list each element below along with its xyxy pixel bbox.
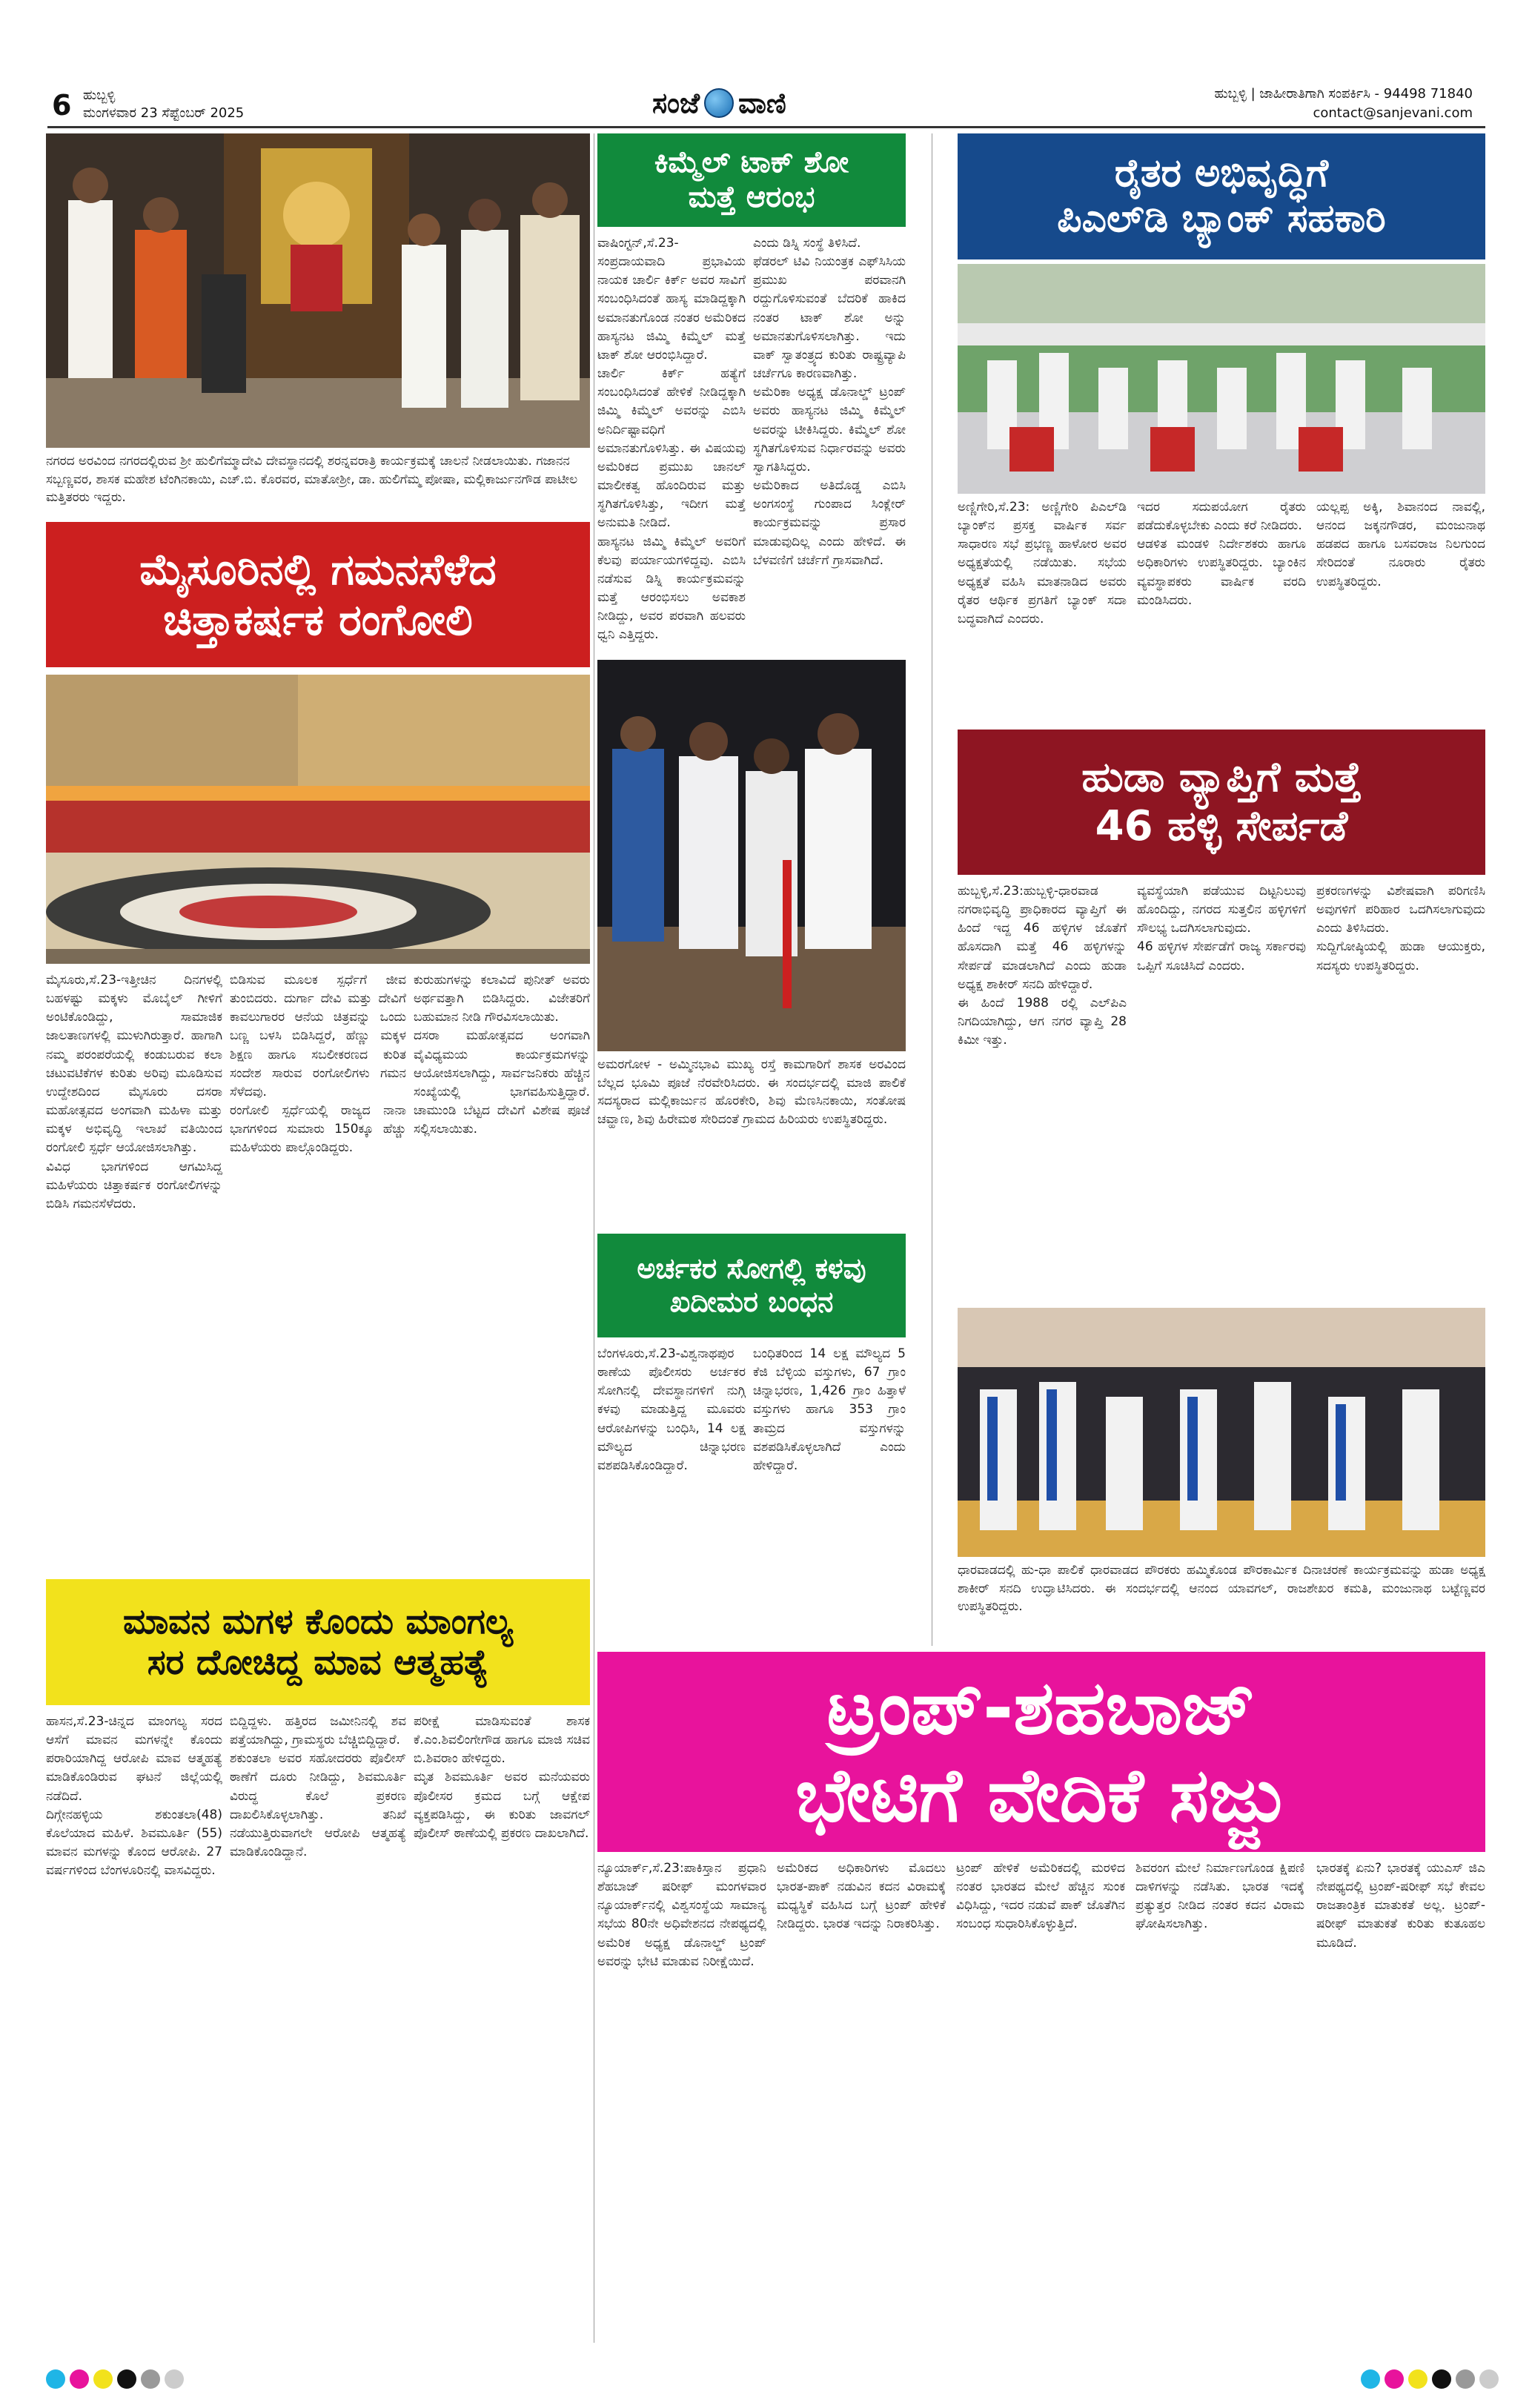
logo-right: ವಾಣಿ bbox=[738, 86, 786, 119]
suicide-col3: ಪರೀಕ್ಷೆ ಮಾಡಿಸುವಂತೆ ಶಾಸಕ ಕೆ.ಎಂ.ಶಿವಲಿಂಗೇಗೌಡ ಹಾಗೂ ಮಾಜಿ ಸಚಿವ ಬಿ.ಶಿವರಾಂ ಹೇಳಿದ್ದರು. ಮೃತ ಶಿವಮೂರ್ತಿ ಅವರ ಮನೆಯವರು ಪೊಲೀಸರ ಕ್ರಮದ ಬಗ್ಗೆ ಆಕ್ಷೇಪ ವ್ಯಕ್ತಪಡಿಸಿದ್ದು, ಈ ಕುರಿತು ಜಾವಗಲ್ ಪೊಲೀಸ್ ಠಾಣೆಯಲ್ಲಿ ಪ್ರಕರಣ ದಾಖಲಾಗಿದೆ. bbox=[414, 1714, 590, 1841]
masthead-rule bbox=[47, 126, 1485, 128]
print-dot bbox=[1432, 2369, 1451, 2389]
trump-col1: ನ್ಯೂಯಾರ್ಕ್,ಸೆ.23:ಪಾಕಿಸ್ತಾನ ಪ್ರಧಾನಿ ಶೆಹಬಾಜ್ ಷರೀಫ್ ಮಂಗಳವಾರ ನ್ಯೂಯಾರ್ಕ್‌ನಲ್ಲಿ ವಿಶ್ವಸಂಸ್ಥೆಯ ಸಾಮಾನ್ಯ ಸಭೆಯ 80ನೇ ಅಧಿವೇಶನದ ನೇಪಥ್ಯದಲ್ಲಿ ಅಮೆರಿಕ ಅಧ್ಯಕ್ಷ ಡೊನಾಲ್ಡ್ ಟ್ರಂಪ್ ಅವರನ್ನು ಭೇಟಿ ಮಾಡುವ ನಿರೀಕ್ಷೆಯಿದೆ. bbox=[597, 1861, 766, 1969]
archaka-col2: ಬಂಧಿತರಿಂದ 14 ಲಕ್ಷ ಮೌಲ್ಯದ 5 ಕೆಜಿ ಬೆಳ್ಳಿಯ ವಸ್ತುಗಳು, 67 ಗ್ರಾಂ ಚಿನ್ನಾಭರಣ, 1,426 ಗ್ರಾಂ ಹಿತ್ತಾಳೆ ವಸ್ತುಗಳು ಹಾಗೂ 353 ಗ್ರಾಂ ತಾಮ್ರದ ವಸ್ತುಗಳನ್ನು ವಶಪಡಿಸಿಕೊಳ್ಳಲಾಗಿದೆ ಎಂದು ಹೇಳಿದ್ದಾರೆ. bbox=[753, 1346, 906, 1473]
archaka-col1: ಬೆಂಗಳೂರು,ಸೆ.23-ವಿಶ್ವನಾಥಪುರ ಠಾಣೆಯ ಪೊಲೀಸರು ಅರ್ಚಕರ ಸೋಗಿನಲ್ಲಿ ದೇವಸ್ಥಾನಗಳಿಗೆ ನುಗ್ಗಿ ಕಳವು ಮಾಡುತ್ತಿದ್ದ ಮೂವರು ಆರೋಪಿಗಳನ್ನು ಬಂಧಿಸಿ, 14 ಲಕ್ಷ ಮೌಲ್ಯದ ಚಿನ್ನಾಭರಣ ವಶಪಡಿಸಿಕೊಂಡಿದ್ದಾರೆ. bbox=[597, 1346, 746, 1473]
trump-col2: ಅಮೆರಿಕದ ಅಧಿಕಾರಿಗಳು ಮೊದಲು ಭಾರತ-ಪಾಕ್ ನಡುವಿನ ಕದನ ವಿರಾಮಕ್ಕೆ ಮಧ್ಯಸ್ಥಿಕೆ ವಹಿಸಿದ ಬಗ್ಗೆ ಟ್ರಂಪ್ ಹೇಳಿಕೆ ನೀಡಿದ್ದರು. ಭಾರತ ಇದನ್ನು ನಿರಾಕರಿಸಿತ್ತು. bbox=[777, 1861, 946, 1932]
page-number: 6 bbox=[52, 89, 72, 122]
globe-icon bbox=[704, 88, 734, 118]
rangoli-photo bbox=[46, 675, 590, 964]
mysore-headline: ಮೈಸೂರಿನಲ್ಲಿ ಗಮನಸೆಳೆದ ಚಿತ್ತಾಕರ್ಷಕ ರಂಗೋಲಿ bbox=[46, 522, 590, 667]
road-work-caption: ಅಮರಗೋಳ - ಅಮ್ಮಿನಭಾವಿ ಮುಖ್ಯ ರಸ್ತೆ ಕಾಮಗಾರಿಗೆ ಶಾಸಕ ಅರವಿಂದ ಬೆಲ್ಲದ ಭೂಮಿ ಪೂಜೆ ನೆರವೇರಿಸಿದರು. ಈ ಸಂದರ್ಭದಲ್ಲಿ ಮಾಜಿ ಪಾಲಿಕೆ ಸದಸ್ಯರಾದ ಮಲ್ಲಿಕಾರ್ಜುನ ಹೊರಕೇರಿ, ಶಿವು ಮೆಣಸಿನಕಾಯಿ, ಸಂತೋಷ ಚವ್ಹಾಣ, ಶಿವು ಹಿರೇಮಠ ಸೇರಿದಂತೆ ಗ್ರಾಮದ ಹಿರಿಯರು ಉಪಸ್ಥಿತರಿದ್ದರು. bbox=[597, 1057, 906, 1127]
pourakarmika-photo bbox=[958, 1308, 1485, 1557]
huda-col1: ಹುಬ್ಬಳ್ಳಿ,ಸೆ.23:ಹುಬ್ಬಳ್ಳಿ-ಧಾರವಾಡ ನಗರಾಭಿವೃದ್ಧಿ ಪ್ರಾಧಿಕಾರದ ವ್ಯಾಪ್ತಿಗೆ ಈ ಹಿಂದೆ ಇದ್ದ 46 ಹಳ್ಳಿಗಳ ಜೊತೆಗೆ ಹೊಸದಾಗಿ ಮತ್ತೆ 46 ಹಳ್ಳಿಗಳನ್ನು ಸೇರ್ಪಡೆ ಮಾಡಲಾಗಿದೆ ಎಂದು ಹುಡಾ ಅಧ್ಯಕ್ಷ ಶಾಕೀರ್ ಸನದಿ ಹೇಳಿದ್ದಾರೆ. ಈ ಹಿಂದೆ 1988 ರಲ್ಲಿ ಎಲ್‌ಪಿಎ ನಿಗದಿಯಾಗಿದ್ದು, ಆಗ ನಗರ ವ್ಯಾಪ್ತಿ 28 ಕಿಮೀ ಇತ್ತು. bbox=[958, 884, 1127, 1048]
print-dot bbox=[1385, 2369, 1404, 2389]
temple-photo bbox=[46, 133, 590, 448]
logo-left: ಸಂಜೆ bbox=[652, 86, 700, 119]
masthead bbox=[0, 0, 1532, 130]
mysore-col3: ಕುರುಹುಗಳನ್ನು ಕಲಾವಿದೆ ಪುನೀತ್ ಅವರು ಅರ್ಥವತ್ತಾಗಿ ಬಿಡಿಸಿದ್ದರು. ವಿಜೇತರಿಗೆ ಬಹುಮಾನ ನೀಡಿ ಗೌರವಿಸಲಾಯಿತು. ದಸರಾ ಮಹೋತ್ಸವದ ಅಂಗವಾಗಿ ವೈವಿಧ್ಯಮಯ ಕಾರ್ಯಕ್ರಮಗಳನ್ನು ಆಯೋಜಿಸಲಾಗಿದ್ದು, ಸಾರ್ವಜನಿಕರು ಹೆಚ್ಚಿನ ಸಂಖ್ಯೆಯಲ್ಲಿ ಭಾಗವಹಿಸುತ್ತಿದ್ದಾರೆ. ಚಾಮುಂಡಿ ಬೆಟ್ಟದ ದೇವಿಗೆ ವಿಶೇಷ ಪೂಜೆ ಸಲ್ಲಿಸಲಾಯಿತು. bbox=[414, 973, 590, 1137]
huda-col3: ಪ್ರಕರಣಗಳನ್ನು ವಿಶೇಷವಾಗಿ ಪರಿಗಣಿಸಿ ಅವುಗಳಿಗೆ ಪರಿಹಾರ ಒದಗಿಸಲಾಗುವುದು ಎಂದು ತಿಳಿಸಿದರು. ಸುದ್ದಿಗೋಷ್ಠಿಯಲ್ಲಿ ಹುಡಾ ಆಯುಕ್ತರು, ಸದಸ್ಯರು ಉಪಸ್ಥಿತರಿದ್ದರು. bbox=[1316, 884, 1485, 973]
print-dot bbox=[1361, 2369, 1380, 2389]
trump-col3: ಟ್ರಂಪ್ ಹೇಳಿಕೆ ಅಮೆರಿಕದಲ್ಲಿ ಮರಳಿದ ನಂತರ ಭಾರತದ ಮೇಲೆ ಹೆಚ್ಚಿನ ಸುಂಕ ವಿಧಿಸಿದ್ದು, ಇದರ ನಡುವೆ ಪಾಕ್ ಜೊತೆಗಿನ ಸಂಬಂಧ ಸುಧಾರಿಸಿಕೊಳ್ಳುತ್ತಿದೆ. bbox=[956, 1861, 1125, 1932]
suicide-col2: ಬಿದ್ದಿದ್ದಳು. ಹತ್ತಿರದ ಜಮೀನಿನಲ್ಲಿ ಶವ ಪತ್ತೆಯಾಗಿದ್ದು, ಗ್ರಾಮಸ್ಥರು ಬೆಚ್ಚಿಬಿದ್ದಿದ್ದಾರೆ. ಶಕುಂತಲಾ ಅವರ ಸಹೋದರರು ಪೊಲೀಸ್ ಠಾಣೆಗೆ ದೂರು ನೀಡಿದ್ದು, ಶಿವಮೂರ್ತಿ ವಿರುದ್ಧ ಕೊಲೆ ಪ್ರಕರಣ ದಾಖಲಿಸಿಕೊಳ್ಳಲಾಗಿತ್ತು. ತನಿಖೆ ನಡೆಯುತ್ತಿರುವಾಗಲೇ ಆರೋಪಿ ಆತ್ಮಹತ್ಯೆ ಮಾಡಿಕೊಂಡಿದ್ದಾನೆ. bbox=[230, 1714, 406, 1860]
farmers-meeting-photo bbox=[958, 264, 1485, 494]
kimmel-headline: ಕಿಮ್ಮೆಲ್ ಟಾಕ್ ಶೋ ಮತ್ತೆ ಆರಂಭ bbox=[597, 133, 906, 227]
print-dot bbox=[141, 2369, 160, 2389]
huda-headline: ಹುಡಾ ವ್ಯಾಪ್ತಿಗೆ ಮತ್ತೆ 46 ಹಳ್ಳಿ ಸೇರ್ಪಡೆ bbox=[958, 730, 1485, 875]
print-dot bbox=[1408, 2369, 1427, 2389]
archaka-headline: ಅರ್ಚಕರ ಸೋಗಲ್ಲಿ ಕಳವು ಖದೀಮರ ಬಂಧನ bbox=[597, 1234, 906, 1337]
temple-caption: ನಗರದ ಅರವಿಂದ ನಗರದಲ್ಲಿರುವ ಶ್ರೀ ಹುಲಿಗೆಮ್ಮಾದೇವಿ ದೇವಸ್ಥಾನದಲ್ಲಿ ಶರನ್ನವರಾತ್ರಿ ಕಾರ್ಯಕ್ರಮಕ್ಕೆ ಚಾಲನೆ ನೀಡಲಾಯಿತು. ಗಜಾನನ ಸಬ್ಬಣ್ಣವರ, ಶಾಸಕ ಮಹೇಶ ಟೆಂಗಿನಕಾಯಿ, ಎಚ್.ಬಿ. ಕೊರವರ, ಮಾತೋಶ್ರೀ, ಡಾ. ಹುಲಿಗೆಮ್ಮ ಪೋಷಾ, ಮಲ್ಲಿಕಾರ್ಜುನಗೌಡ ಪಾಟೀಲ ಮತ್ತಿತರರು ಇದ್ದರು. bbox=[46, 454, 578, 506]
issue-date: ಮಂಗಳವಾರ 23 ಸೆಪ್ಟೆಂಬರ್ 2025 bbox=[83, 105, 245, 121]
logo bbox=[652, 86, 786, 120]
farmers-col1: ಅಣ್ಣಿಗೇರಿ,ಸೆ.23: ಅಣ್ಣಿಗೇರಿ ಪಿಎಲ್‌ಡಿ ಬ್ಯಾಂಕ್‌ನ ಪ್ರಸಕ್ತ ವಾರ್ಷಿಕ ಸರ್ವ ಸಾಧಾರಣ ಸಭೆ ಪ್ರಭಣ್ಣ ಹಾಳೋರ ಅವರ ಅಧ್ಯಕ್ಷತೆಯಲ್ಲಿ ನಡೆಯಿತು. ಸಭೆಯ ಅಧ್ಯಕ್ಷತೆ ವಹಿಸಿ ಮಾತನಾಡಿದ ಅವರು ರೈತರ ಆರ್ಥಿಕ ಪ್ರಗತಿಗೆ ಬ್ಯಾಂಕ್ ಸದಾ ಬದ್ಧವಾಗಿದೆ ಎಂದರು. bbox=[958, 500, 1127, 626]
farmers-headline: ರೈತರ ಅಭಿವೃದ್ಧಿಗೆ ಪಿಎಲ್‌ಡಿ ಬ್ಯಾಂಕ್ ಸಹಕಾರಿ bbox=[958, 133, 1485, 259]
trump-col4: ಶಿವರಂಗ ಮೇಲೆ ನಿರ್ಮಾಣಗೊಂಡ ಕ್ಷಿಪಣಿ ದಾಳಿಗಳನ್ನು ನಡೆಸಿತು. ಭಾರತ ಇದಕ್ಕೆ ಪ್ರತ್ಯುತ್ತರ ನೀಡಿದ ನಂತರ ಕದನ ವಿರಾಮ ಘೋಷಿಸಲಾಗಿತ್ತು. bbox=[1135, 1861, 1304, 1932]
print-dot bbox=[70, 2369, 89, 2389]
trump-col5: ಭಾರತಕ್ಕೆ ಏನು? ಭಾರತಕ್ಕೆ ಯುಎಸ್ ಜಿಎ ನೇಪಥ್ಯದಲ್ಲಿ ಟ್ರಂಪ್-ಷರೀಫ್ ಸಭೆ ಕೇವಲ ರಾಜತಾಂತ್ರಿಕ ಮಾತುಕತೆ ಅಲ್ಲ. ಟ್ರಂಪ್-ಷರೀಫ್ ಮಾತುಕತೆ ಕುರಿತು ಕುತೂಹಲ ಮೂಡಿದೆ. bbox=[1316, 1861, 1485, 1951]
kimmel-col1: ವಾಷಿಂಗ್ಟನ್,ಸೆ.23-ಸಂಪ್ರದಾಯವಾದಿ ಪ್ರಭಾವಿಯ ನಾಯಕ ಚಾರ್ಲಿ ಕಿರ್ಕ್ ಅವರ ಸಾವಿಗೆ ಸಂಬಂಧಿಸಿದಂತೆ ಹಾಸ್ಯ ಮಾಡಿದ್ದಕ್ಕಾಗಿ ಅಮಾನತುಗೊಂಡ ನಂತರ ಅಮೆರಿಕದ ಹಾಸ್ಯನಟ ಜಿಮ್ಮಿ ಕಿಮ್ಮೆಲ್ ಮತ್ತೆ ಟಾಕ್ ಶೋ ಆರಂಭಿಸಿದ್ದಾರೆ. ಚಾರ್ಲಿ ಕಿರ್ಕ್ ಹತ್ಯೆಗೆ ಸಂಬಂಧಿಸಿದಂತೆ ಹೇಳಿಕೆ ನೀಡಿದ್ದಕ್ಕಾಗಿ ಜಿಮ್ಮಿ ಕಿಮ್ಮೆಲ್ ಅವರನ್ನು ಎಬಿಸಿ ಅನಿರ್ದಿಷ್ಟಾವಧಿಗೆ ಅಮಾನತುಗೊಳಿಸಿತ್ತು. ಈ ವಿಷಯವು ಅಮೆರಿಕದ ಪ್ರಮುಖ ಚಾನಲ್ ಮಾಲೀಕತ್ವ ಹೊಂದಿರುವ ಮತ್ತು ಸ್ಥಗಿತಗೊಳಿಸಿತ್ತು, ಇದೀಗ ಮತ್ತೆ ಅನುಮತಿ ನೀಡಿದೆ. ಹಾಸ್ಯನಟ ಜಿಮ್ಮಿ ಕಿಮ್ಮೆಲ್ ಅವರಿಗೆ ಕೆಲವು ಪರ್ಯಾಯಗಳಿದ್ದವು. ಎಬಿಸಿ ನಡೆಸುವ ಡಿಸ್ನಿ ಕಾರ್ಯಕ್ರಮವನ್ನು ಮತ್ತೆ ಆರಂಭಿಸಲು ಅವಕಾಶ ನೀಡಿದ್ದು, ಅವರ ಪರವಾಗಿ ಹಲವರು ಧ್ವನಿ ಎತ್ತಿದ್ದರು. bbox=[597, 236, 746, 643]
mysore-col2: ಬಿಡಿಸುವ ಮೂಲಕ ಸ್ಪರ್ಧೆಗೆ ಜೀವ ತುಂಬಿದರು. ದುರ್ಗಾ ದೇವಿ ಮತ್ತು ದೇವಿಗೆ ಕಾವಲುಗಾರರ ಆನೆಯ ಚಿತ್ರವನ್ನು ಒಂದು ಬಣ್ಣ ಬಳಸಿ ಬಿಡಿಸಿದ್ದರೆ, ಹೆಣ್ಣು ಮಕ್ಕಳ ಶಿಕ್ಷಣ ಹಾಗೂ ಸಬಲೀಕರಣದ ಕುರಿತ ಸಂದೇಶ ಸಾರುವ ರಂಗೋಲಿಗಳು ಗಮನ ಸೆಳೆದವು. ರಂಗೋಲಿ ಸ್ಪರ್ಧೆಯಲ್ಲಿ ರಾಜ್ಯದ ನಾನಾ ಭಾಗಗಳಿಂದ ಸುಮಾರು 150ಕ್ಕೂ ಹೆಚ್ಚು ಮಹಿಳೆಯರು ಪಾಲ್ಗೊಂಡಿದ್ದರು. bbox=[230, 973, 406, 1156]
ad-contact: ಹುಬ್ಬಳ್ಳಿ | ಜಾಹೀರಾತಿಗಾಗಿ ಸಂಪರ್ಕಿಸಿ - 94498 71840 bbox=[1214, 86, 1473, 102]
print-dot bbox=[117, 2369, 136, 2389]
suicide-col1: ಹಾಸನ,ಸೆ.23-ಚಿನ್ನದ ಮಾಂಗಲ್ಯ ಸರದ ಆಸೆಗೆ ಮಾವನ ಮಗಳನ್ನೇ ಕೊಂದು ಪರಾರಿಯಾಗಿದ್ದ ಆರೋಪಿ ಮಾವ ಆತ್ಮಹತ್ಯೆ ಮಾಡಿಕೊಂಡಿರುವ ಘಟನೆ ಜಿಲ್ಲೆಯಲ್ಲಿ ನಡೆದಿದೆ. ದಿಗ್ಗೇನಹಳ್ಳಿಯ ಶಕುಂತಲಾ(48) ಕೊಲೆಯಾದ ಮಹಿಳೆ. ಶಿವಮೂರ್ತಿ (55) ಮಾವನ ಮಗಳನ್ನು ಕೊಂದ ಆರೋಪಿ. 27 ವರ್ಷಗಳಿಂದ ಬೆಂಗಳೂರಿನಲ್ಲಿ ವಾಸವಿದ್ದರು. bbox=[46, 1714, 222, 1879]
contact-email: contact@sanjevani.com bbox=[1313, 105, 1473, 121]
print-marks-right bbox=[1361, 2369, 1499, 2389]
print-dot bbox=[165, 2369, 184, 2389]
print-dot bbox=[1456, 2369, 1475, 2389]
suicide-headline: ಮಾವನ ಮಗಳ ಕೊಂದು ಮಾಂಗಲ್ಯ ಸರ ದೋಚಿದ್ದ ಮಾವ ಆತ್ಮಹತ್ಯೆ bbox=[46, 1579, 590, 1705]
print-marks-left bbox=[46, 2369, 184, 2389]
print-dot bbox=[93, 2369, 113, 2389]
print-dot bbox=[1479, 2369, 1499, 2389]
huda-col2: ವ್ಯವಸ್ಥೆಯಾಗಿ ಪಡೆಯುವ ದಿಟ್ಟನಿಲುವು ಹೊಂದಿದ್ದು, ನಗರದ ಸುತ್ತಲಿನ ಹಳ್ಳಿಗಳಿಗೆ ಸೌಲಭ್ಯ ಒದಗಿಸಲಾಗುವುದು. 46 ಹಳ್ಳಿಗಳ ಸೇರ್ಪಡೆಗೆ ರಾಜ್ಯ ಸರ್ಕಾರವು ಒಪ್ಪಿಗೆ ಸೂಚಿಸಿದೆ ಎಂದರು. bbox=[1137, 884, 1306, 973]
print-dot bbox=[46, 2369, 65, 2389]
road-work-photo bbox=[597, 660, 906, 1051]
farmers-col2: ಇದರ ಸದುಪಯೋಗ ರೈತರು ಪಡೆದುಕೊಳ್ಳಬೇಕು ಎಂದು ಕರೆ ನೀಡಿದರು. ಆಡಳಿತ ಮಂಡಳಿ ನಿರ್ದೇಶಕರು ಹಾಗೂ ಅಧಿಕಾರಿಗಳು ಉಪಸ್ಥಿತರಿದ್ದರು. ಬ್ಯಾಂಕಿನ ವ್ಯವಸ್ಥಾಪಕರು ವಾರ್ಷಿಕ ವರದಿ ಮಂಡಿಸಿದರು. bbox=[1137, 500, 1306, 608]
pourakarmika-caption: ಧಾರವಾಡದಲ್ಲಿ ಹು-ಧಾ ಪಾಲಿಕೆ ಧಾರವಾಡದ ಪೌರಕರು ಹಮ್ಮಿಕೊಂಡ ಪೌರಕಾರ್ಮಿಕ ದಿನಾಚರಣೆ ಕಾರ್ಯಕ್ರಮವನ್ನು ಹುಡಾ ಅಧ್ಯಕ್ಷ ಶಾಕೀರ್ ಸನದಿ ಉದ್ಘಾಟಿಸಿದರು. ಈ ಸಂದರ್ಭದಲ್ಲಿ ಆನಂದ ಯಾವಗಲ್, ರಾಜಶೇಖರ ಕಮತಿ, ಮಂಜುನಾಥ ಬಟ್ಟೆಣ್ಣವರ ಉಪಸ್ಥಿತರಿದ್ದರು. bbox=[958, 1563, 1485, 1615]
kimmel-col2: ಎಂದು ಡಿಸ್ನಿ ಸಂಸ್ಥೆ ತಿಳಿಸಿದೆ. ಫೆಡರಲ್ ಟಿವಿ ನಿಯಂತ್ರಕ ಎಫ್‌ಸಿಸಿಯ ಪ್ರಮುಖ ಪರವಾನಗಿ ರದ್ದುಗೊಳಿಸುವಂತೆ ಬೆದರಿಕೆ ಹಾಕಿದ ನಂತರ ಟಾಕ್ ಶೋ ಅನ್ನು ಅಮಾನತುಗೊಳಿಸಲಾಗಿತ್ತು. ಇದು ವಾಕ್ ಸ್ವಾತಂತ್ರ್ಯದ ಕುರಿತು ರಾಷ್ಟ್ರವ್ಯಾಪಿ ಚರ್ಚೆಗೂ ಕಾರಣವಾಗಿತ್ತು. ಅಮೆರಿಕಾ ಅಧ್ಯಕ್ಷ ಡೊನಾಲ್ಡ್ ಟ್ರಂಪ್ ಅವರು ಹಾಸ್ಯನಟ ಜಿಮ್ಮಿ ಕಿಮ್ಮೆಲ್ ಅವರನ್ನು ಟೀಕಿಸಿದ್ದರು. ಕಿಮ್ಮೆಲ್ ಶೋ ಸ್ಥಗಿತಗೊಳಿಸುವ ನಿರ್ಧಾರವನ್ನು ಅವರು ಸ್ವಾಗತಿಸಿದ್ದರು. ಅಮೆರಿಕಾದ ಅತಿದೊಡ್ಡ ಎಬಿಸಿ ಅಂಗಸಂಸ್ಥೆ ಗುಂಪಾದ ಸಿಂಕ್ಲೇರ್ ಕಾರ್ಯಕ್ರಮವನ್ನು ಪ್ರಸಾರ ಮಾಡುವುದಿಲ್ಲ ಎಂದು ಹೇಳಿದೆ. ಈ ಬೆಳವಣಿಗೆ ಚರ್ಚೆಗೆ ಗ್ರಾಸವಾಗಿದೆ. bbox=[753, 236, 906, 568]
city-label: ಹುಬ್ಬಳ್ಳಿ bbox=[83, 87, 116, 103]
farmers-col3: ಯಲ್ಲಪ್ಪ ಅಕ್ಕಿ, ಶಿವಾನಂದ ನಾವಲ್ಲಿ, ಆನಂದ ಜಕ್ಕನಗೌಡರ, ಮಂಜುನಾಥ ಹಡಪದ ಹಾಗೂ ಬಸವರಾಜ ನಿಲಗುಂದ ಸೇರಿದಂತೆ ನೂರಾರು ರೈತರು ಉಪಸ್ಥಿತರಿದ್ದರು. bbox=[1316, 500, 1485, 589]
mysore-col1: ಮೈಸೂರು,ಸೆ.23-ಇತ್ತೀಚಿನ ದಿನಗಳಲ್ಲಿ ಬಹಳಷ್ಟು ಮಕ್ಕಳು ಮೊಬೈಲ್ ಗೀಳಿಗೆ ಅಂಟಿಕೊಂಡಿದ್ದು, ಸಾಮಾಜಿಕ ಜಾಲತಾಣಗಳಲ್ಲಿ ಮುಳುಗಿರುತ್ತಾರೆ. ಹಾಗಾಗಿ ನಮ್ಮ ಪರಂಪರೆಯಲ್ಲಿ ಕಂಡುಬರುವ ಕಲಾ ಚಟುವಟಿಕೆಗಳ ಕುರಿತು ಅರಿವು ಮೂಡಿಸುವ ಉದ್ದೇಶದಿಂದ ಮೈಸೂರು ದಸರಾ ಮಹೋತ್ಸವದ ಅಂಗವಾಗಿ ಮಹಿಳಾ ಮತ್ತು ಮಕ್ಕಳ ಅಭಿವೃದ್ಧಿ ಇಲಾಖೆ ವತಿಯಿಂದ ರಂಗೋಲಿ ಸ್ಪರ್ಧೆ ಆಯೋಜಿಸಲಾಗಿತ್ತು. ವಿವಿಧ ಭಾಗಗಳಿಂದ ಆಗಮಿಸಿದ್ದ ಮಹಿಳೆಯರು ಚಿತ್ತಾಕರ್ಷಕ ರಂಗೋಲಿಗಳನ್ನು ಬಿಡಿಸಿ ಗಮನಸೆಳೆದರು. bbox=[46, 973, 222, 1211]
trump-headline: ಟ್ರಂಪ್-ಶಹಬಾಜ್ ಭೇಟಿಗೆ ವೇದಿಕೆ ಸಜ್ಜು bbox=[597, 1652, 1485, 1852]
